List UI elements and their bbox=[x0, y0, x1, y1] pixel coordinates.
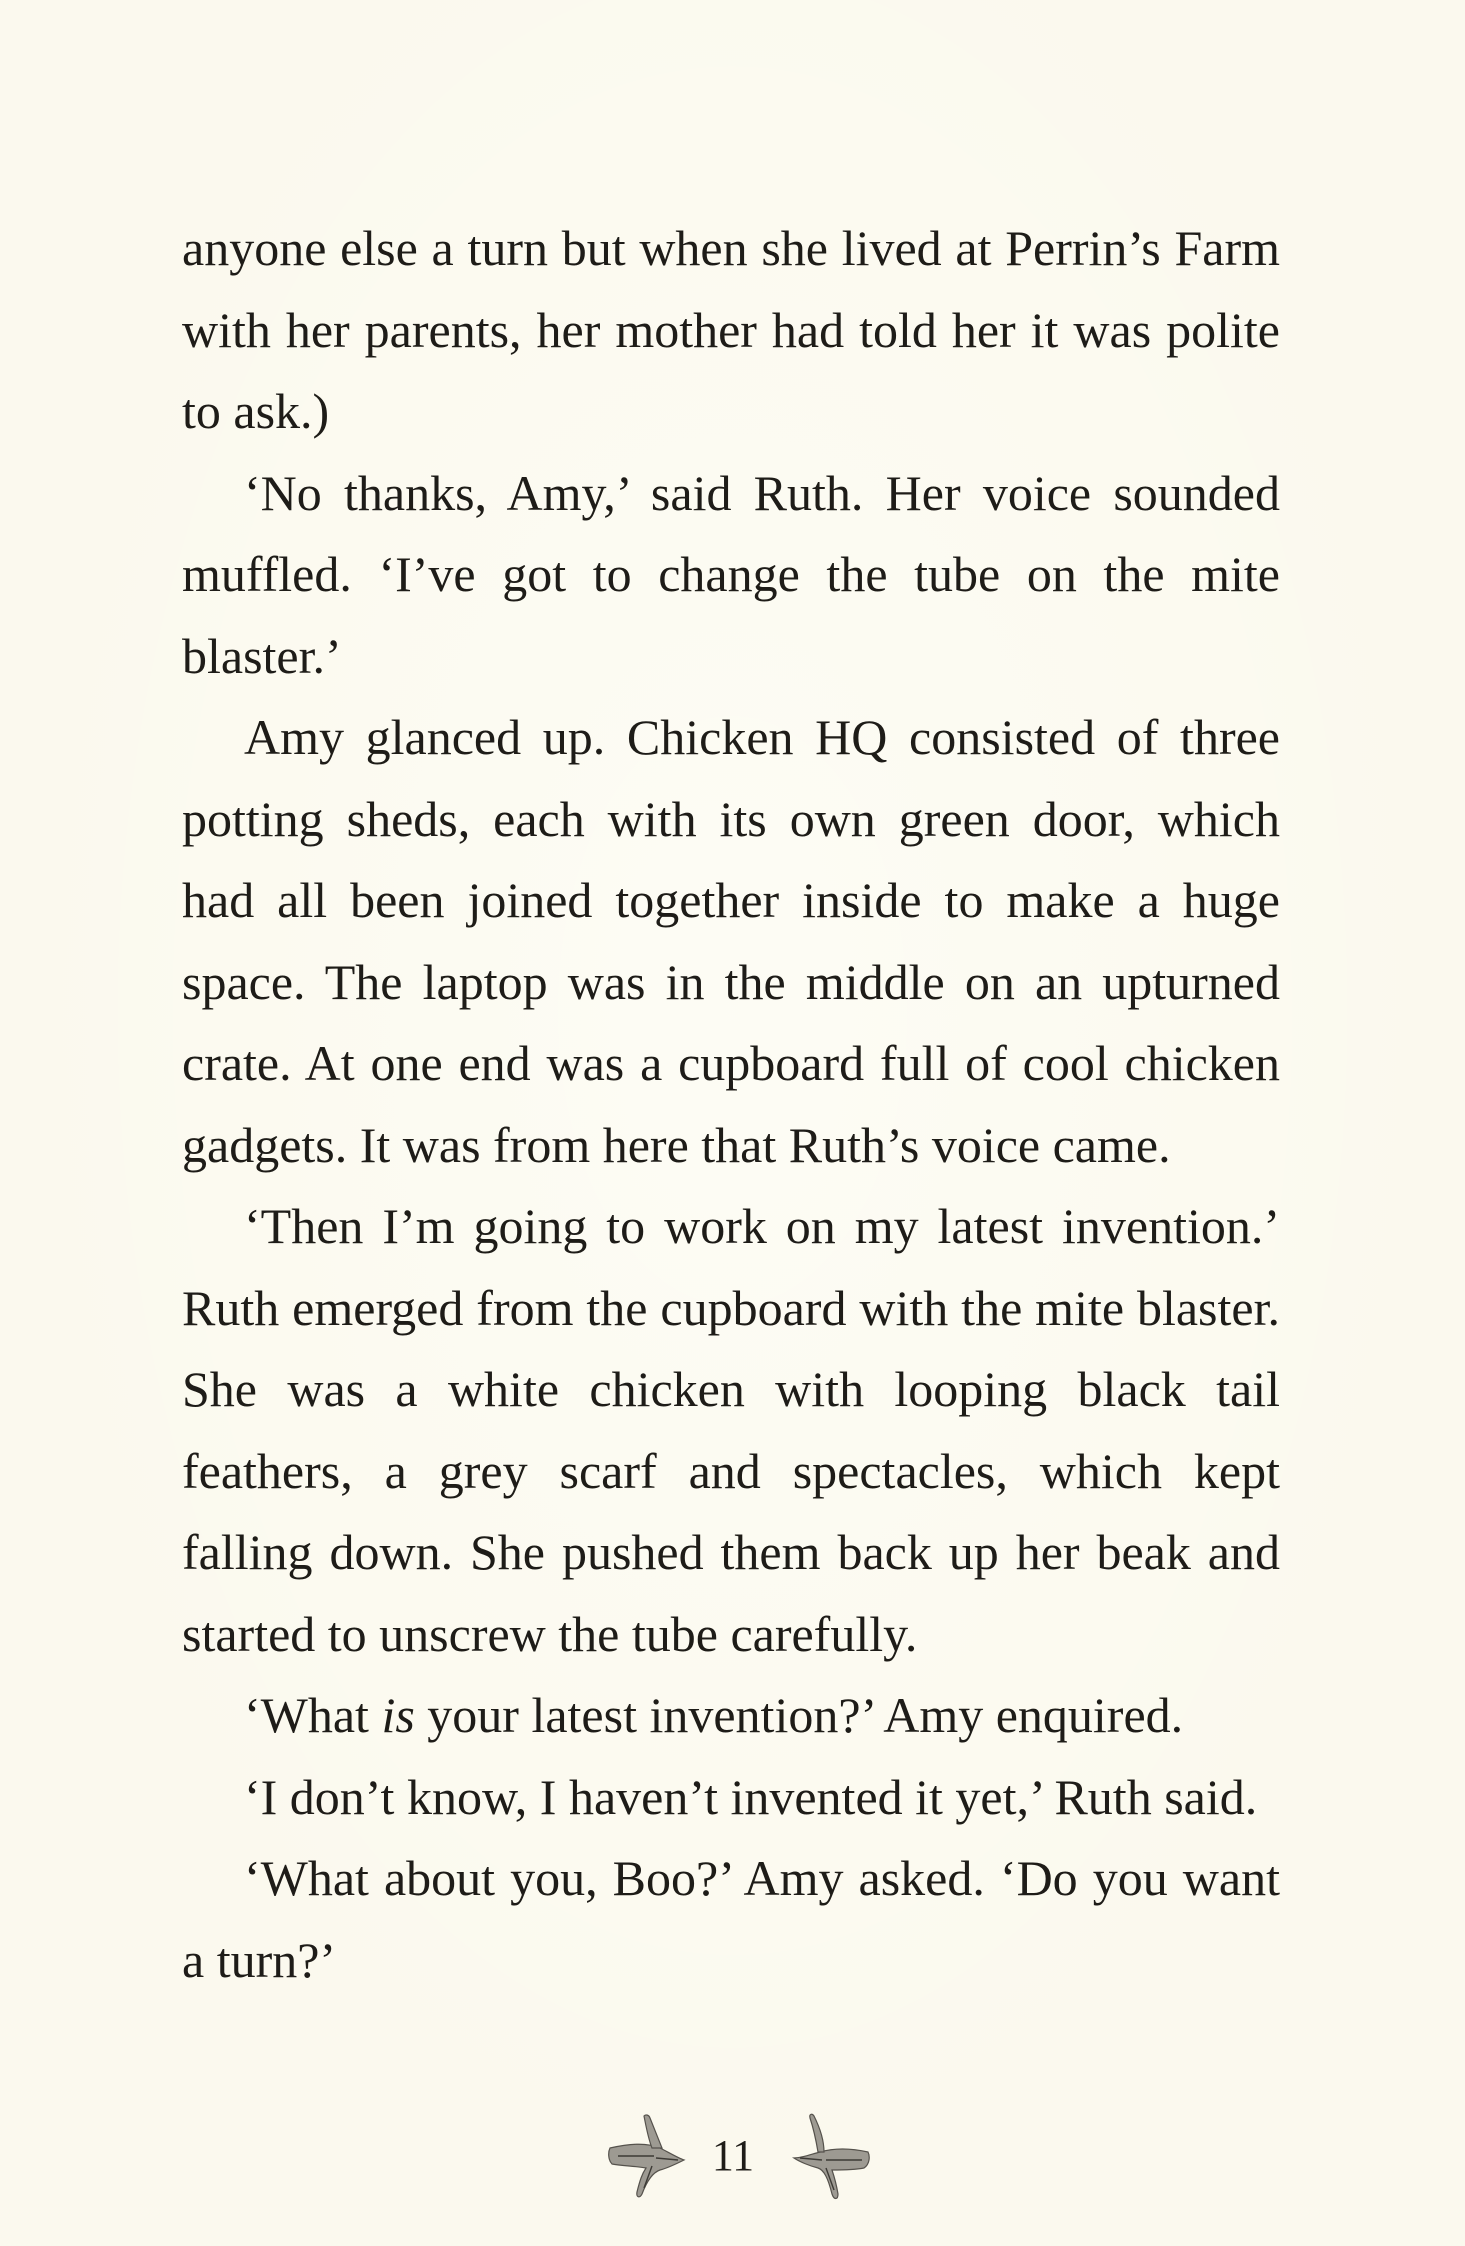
paragraph bbox=[182, 1186, 1280, 1675]
page-footer bbox=[0, 2108, 1465, 2218]
paragraph bbox=[182, 453, 1280, 698]
text-run: ‘Then I’m going to work on my latest invention.’ Ruth emerged from the cupboard with the mite blaster. She was a white chicken with looping black tail feathers, a grey scarf and spectacles, which kept falling down. She pushed them back up her beak and started to unscrew the tube carefully. bbox=[182, 1198, 1280, 1662]
text-run: Amy glanced up. Chicken HQ consisted of three potting sheds, each with its own green door, which had all been joined together inside to make a huge space. The laptop was in the middle on an upturned crate. At one end was a cupboard full of cool chicken gadgets. It was from here that Ruth’s voice came. bbox=[182, 709, 1280, 1173]
paragraph bbox=[182, 208, 1280, 453]
italic-text: is bbox=[381, 1687, 415, 1743]
chicken-foot-right-icon bbox=[608, 2108, 686, 2209]
text-run: ‘I don’t know, I haven’t invented it yet,’ Ruth said. bbox=[244, 1768, 1258, 1825]
text-run: ‘No thanks, Amy,’ said Ruth. Her voice sounded muffled. ‘I’ve got to change the tube on the mite blaster.’ bbox=[182, 464, 1280, 684]
paragraph bbox=[182, 1675, 1280, 1757]
body-text bbox=[182, 208, 1280, 2001]
page-number: 11 bbox=[711, 2131, 755, 2180]
chicken-foot-left-icon bbox=[790, 2108, 870, 2209]
text-run: your latest invention?’ Amy enquired. bbox=[414, 1687, 1184, 1743]
text-run: ‘What bbox=[244, 1687, 382, 1743]
text-run: ‘What about you, Boo?’ Amy asked. ‘Do you want a turn?’ bbox=[182, 1850, 1280, 1988]
paragraph bbox=[182, 1838, 1280, 2001]
paragraph bbox=[182, 1757, 1280, 1839]
paragraph bbox=[182, 697, 1280, 1186]
text-run: anyone else a turn but when she lived at Perrin’s Farm with her parents, her mother had told her it was polite to ask.) bbox=[182, 220, 1280, 439]
